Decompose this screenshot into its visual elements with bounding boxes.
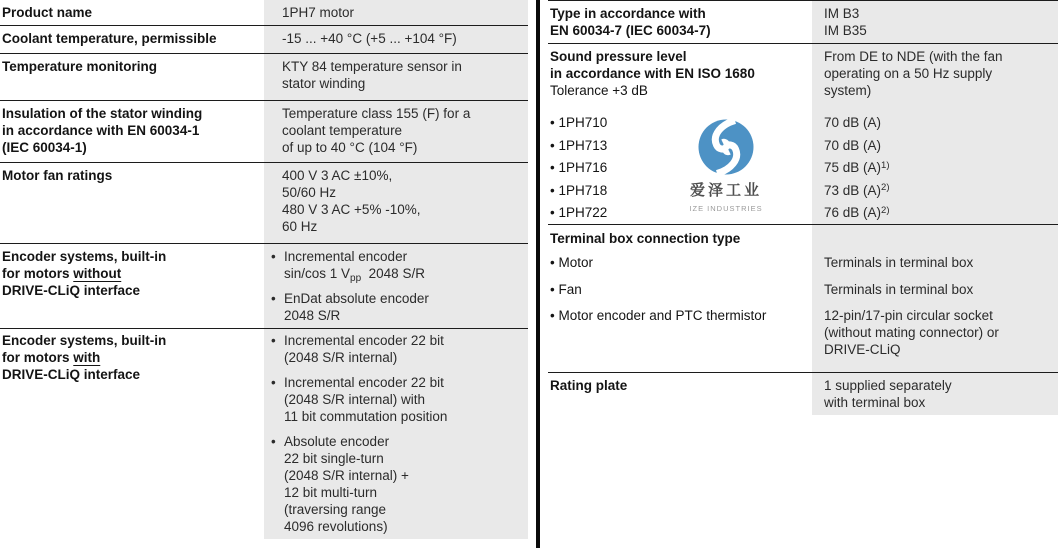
value-line [282,201,524,218]
spec-row [0,0,528,25]
text-segment: 480 V 3 AC +5% -10%, [282,201,421,217]
spec-section [548,224,1058,372]
label-line [2,4,256,21]
text-segment: 12 bit multi-turn [284,485,378,500]
value-line [282,105,524,122]
text-segment: Incremental encoder 22 bit [284,375,444,390]
spec-row [548,373,1058,415]
spec-label [0,244,264,328]
value-line [824,254,1054,271]
value-line [282,75,524,92]
label-line [2,366,256,383]
value-line [824,307,1054,324]
text-segment: 1PH7 motor [282,4,355,20]
value-line [284,501,524,518]
label-line [550,281,804,298]
bullet-item [271,332,524,366]
bullet-icon: • [271,434,276,449]
value-line [282,58,524,75]
text-segment: 50/60 Hz [282,184,337,200]
bullet-icon: • [271,375,276,390]
text-segment: in accordance with EN 60034-1 [2,122,200,138]
label-line [550,307,804,324]
text-segment: • 1PH716 [550,160,608,175]
value-line [284,484,524,501]
text-segment: operating on a 50 Hz supply [824,65,993,81]
spec-value [264,244,528,328]
text-segment: Temperature monitoring [2,58,158,74]
text-segment: Terminals in terminal box [824,255,974,270]
text-segment: 76 dB (A) [824,205,882,220]
label-line [550,230,804,247]
spec-row [548,112,1058,135]
text-segment: 4096 revolutions) [284,519,388,534]
label-line [2,282,256,299]
watermark-cn-label: 爱泽工业 [689,182,762,199]
text-segment: 12-pin/17-pin circular socket [824,308,993,323]
spec-row [0,162,528,243]
text-segment: Absolute encoder [284,434,390,449]
text-segment: (without mating connector) or [824,325,999,340]
spec-label [0,101,264,162]
spec-value [264,0,528,25]
value-line [284,332,524,349]
value-line [284,307,524,324]
spec-row [548,44,1058,112]
value-line [824,324,1054,341]
text-segment: • 1PH710 [550,115,608,130]
text-segment: 1) [881,159,890,171]
text-segment: (2048 S/R internal) [284,350,398,365]
bullet-text [284,290,524,324]
spec-row [548,202,1058,225]
text-segment: (2048 S/R internal) with [284,392,426,407]
spec-row [548,157,1058,180]
value-line [824,65,1054,82]
text-segment: with [73,350,101,365]
spec-label [0,0,264,25]
text-segment: Incremental encoder 22 bit [284,333,444,348]
spec-value [264,54,528,100]
ize-logo-icon [697,118,755,176]
text-segment: 70 dB (A) [824,115,882,130]
text-segment: Incremental encoder [284,248,408,264]
value-line [284,374,524,391]
spec-value [812,44,1058,112]
text-segment: (IEC 60034-1) [2,139,87,155]
spec-row [548,1,1058,43]
value-line [824,137,1054,154]
value-line [284,290,524,307]
text-segment: • Motor [550,255,593,270]
bullet-item [271,290,524,324]
text-segment: IM B3 [824,5,860,21]
spec-value [264,163,528,243]
value-line [824,394,1054,411]
value-line [282,4,524,21]
text-segment: • 1PH713 [550,137,608,153]
text-segment: DRIVE-CLiQ interface [2,367,141,382]
specs-table-left [0,0,528,539]
value-line [824,182,1054,199]
value-line [284,248,524,265]
value-line [824,82,1054,99]
text-segment: DRIVE-CLiQ interface [2,282,141,298]
spec-value [812,202,1058,225]
text-segment: pp [350,272,362,284]
text-segment: Rating plate [550,377,628,393]
label-line [2,265,256,282]
spec-label [0,329,264,540]
spec-row [0,328,528,540]
text-segment: (traversing range [284,502,387,517]
spec-label [548,44,812,112]
label-line [2,105,256,122]
text-segment: 2048 S/R [361,265,425,281]
text-segment: Type in accordance with [550,5,706,21]
text-segment: in accordance with EN ISO 1680 [550,65,755,81]
spec-value [812,303,1058,373]
spec-value [812,112,1058,135]
spec-label [548,1,812,43]
value-line [284,433,524,450]
value-line [282,184,524,201]
value-line [824,48,1054,65]
text-segment: 22 bit single-turn [284,451,384,466]
bullet-text [284,374,524,425]
bullet-text [284,332,524,366]
text-segment: sin/cos 1 V [284,265,351,281]
spec-label [548,250,812,277]
spec-label [0,54,264,100]
value-line [824,230,1054,247]
spec-row [0,100,528,162]
text-segment: Motor fan ratings [2,167,113,183]
spec-value [812,225,1058,250]
spec-value [812,157,1058,180]
value-line [824,22,1054,39]
spec-row [548,303,1058,373]
watermark-en-label: IZE INDUSTRIES [689,204,763,213]
watermark [666,118,786,217]
value-line [282,30,524,47]
value-line [284,391,524,408]
bullet-item [271,374,524,425]
specs-table-right [548,0,1058,415]
text-segment: Terminal box connection type [550,230,741,246]
text-segment: DRIVE-CLiQ [824,342,901,357]
value-line [282,167,524,184]
spec-label [548,373,812,415]
value-line [284,450,524,467]
value-line [824,204,1054,221]
text-segment: • Motor encoder and PTC thermistor [550,308,767,323]
bullet-item [271,248,524,282]
spec-label [548,303,812,373]
label-line [550,82,804,99]
spec-label [548,225,812,250]
spec-row [548,225,1058,250]
value-line [824,5,1054,22]
value-line [284,467,524,484]
label-line [550,5,804,22]
label-line [2,167,256,184]
spec-value [812,1,1058,43]
text-segment: for motors [2,350,74,365]
spec-row [548,179,1058,202]
value-line [284,265,524,282]
bullet-icon: • [271,248,276,264]
label-line [550,48,804,65]
label-line [550,22,804,39]
value-line [282,139,524,156]
text-segment: Coolant temperature, permissible [2,30,217,46]
text-segment: Terminals in terminal box [824,281,974,297]
spec-section [548,43,1058,224]
text-segment: stator winding [282,75,366,91]
text-segment: with terminal box [824,394,926,410]
text-segment: 1 supplied separately [824,377,952,393]
text-segment: coolant temperature [282,122,403,138]
label-line [2,122,256,139]
label-line [2,30,256,47]
label-line [2,58,256,75]
label-line [550,254,804,271]
bullet-text [284,248,524,282]
text-segment: EN 60034-7 (IEC 60034-7) [550,22,711,38]
text-segment: Encoder systems, built-in [2,333,167,348]
text-segment: 2048 S/R [284,307,341,323]
label-line [550,377,804,394]
spec-row [0,243,528,328]
bullet-text [284,433,524,535]
text-segment: IM B35 [824,22,867,38]
label-line [2,139,256,156]
value-line [824,114,1054,131]
text-segment: system) [824,82,872,98]
spec-label [548,276,812,303]
value-line [282,218,524,235]
spec-value [264,101,528,162]
spec-value [812,373,1058,415]
spec-section [548,0,1058,43]
spec-value [264,329,528,540]
text-segment: 11 bit commutation position [284,409,448,424]
bullet-icon: • [271,333,276,348]
text-segment: • 1PH722 [550,205,608,220]
spec-value [812,276,1058,303]
text-segment: 75 dB (A) [824,160,882,175]
text-segment: EnDat absolute encoder [284,290,429,306]
spec-row [548,134,1058,157]
value-line [284,408,524,425]
spec-row [0,25,528,53]
text-segment: Temperature class 155 (F) for a [282,105,471,121]
spec-value [812,250,1058,277]
spec-row [548,276,1058,303]
text-segment: 73 dB (A) [824,182,882,198]
spec-section [548,372,1058,415]
label-line [2,349,256,366]
value-line [284,349,524,366]
text-segment: Insulation of the stator winding [2,105,203,121]
spec-row [548,250,1058,277]
value-line [824,281,1054,298]
text-segment: for motors [2,265,74,281]
spec-value [264,26,528,53]
text-segment: Tolerance +3 dB [550,82,648,98]
text-segment: without [73,265,122,281]
text-segment: From DE to NDE (with the fan [824,48,1003,64]
text-segment: Product name [2,4,93,20]
spec-label [0,163,264,243]
text-segment: 400 V 3 AC ±10%, [282,167,393,183]
text-segment: 2) [881,182,890,193]
column-divider [536,0,540,548]
label-line [550,65,804,82]
spec-value [812,179,1058,202]
value-line [824,159,1054,176]
value-line [282,122,524,139]
spec-value [812,134,1058,157]
spec-label [0,26,264,53]
text-segment: Encoder systems, built-in [2,248,167,264]
text-segment: of up to 40 °C (104 °F) [282,139,418,155]
value-line [824,341,1054,358]
text-segment: -15 ... +40 °C (+5 ... +104 °F) [282,30,457,46]
text-segment: 2) [881,204,890,216]
text-segment: (2048 S/R internal) + [284,468,409,483]
bullet-icon: • [271,290,276,306]
text-segment: KTY 84 temperature sensor in [282,58,462,74]
text-segment: 60 Hz [282,218,318,234]
label-line [2,332,256,349]
label-line [2,248,256,265]
text-segment: Sound pressure level [550,48,687,64]
spec-row [0,53,528,100]
text-segment: 70 dB (A) [824,137,882,153]
value-line [824,377,1054,394]
value-line [284,518,524,535]
text-segment: • Fan [550,281,582,297]
bullet-item [271,433,524,535]
text-segment: • 1PH718 [550,182,608,198]
